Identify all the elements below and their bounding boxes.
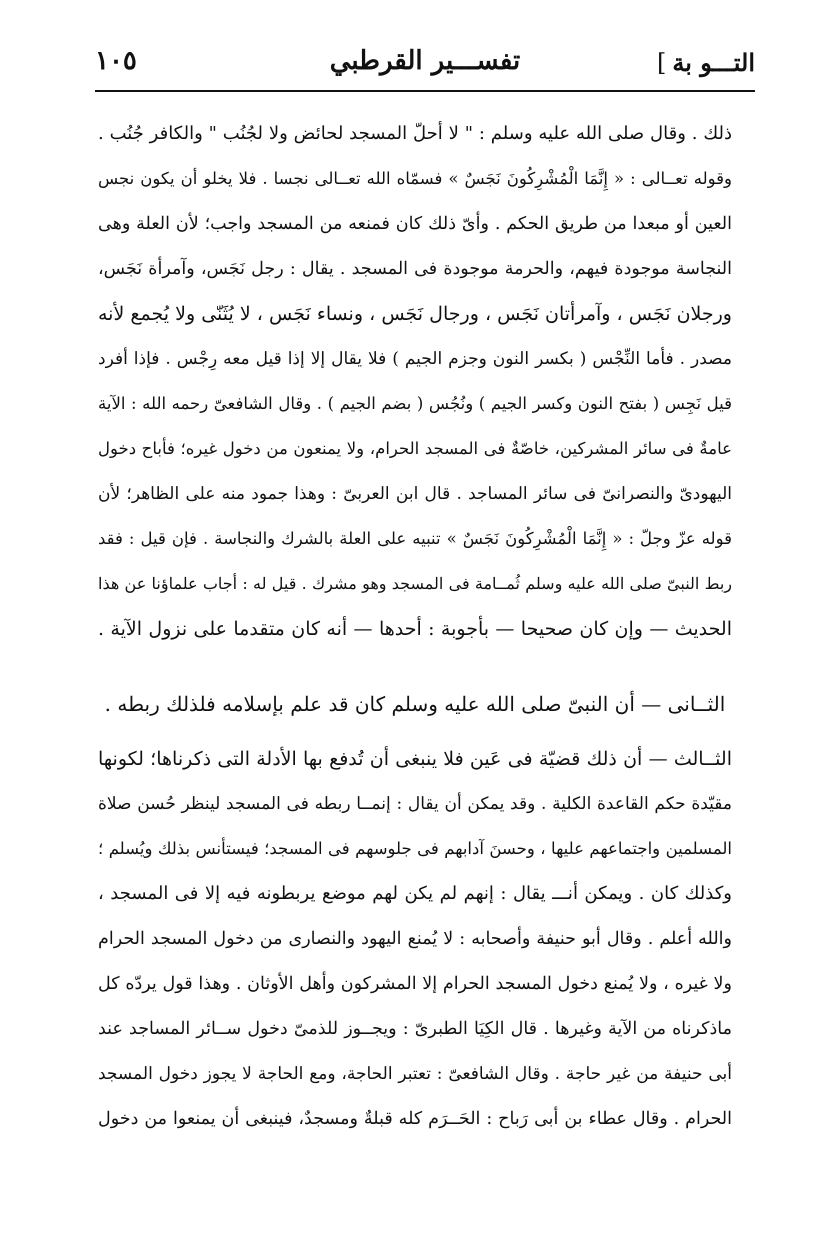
book-title: تفســـير القرطبي — [329, 46, 521, 76]
text-line: مقيّدة حكم القاعدة الكلية . وقد يمكن أن يقال : إنمــا ربطه فى المسجد لينظر حُسن صلاة — [98, 794, 732, 814]
text-line: الثــالث — أن ذلك قضيّة فى عَين فلا ينبغى أن تُدفع بها الأدلة التى ذكرناها؛ لكونها — [98, 748, 732, 770]
text-line: ورجلان نَجَس ، وآمرأتان نَجَس ، ورجال نَجَس ، ونساء نَجَس ، لا يُثَنّى ولا يُجمع لأنه — [98, 303, 732, 325]
running-header — [95, 42, 755, 92]
text-line: الحرام . وقال عطاء بن أبى رَباح : الحَــرَم كله قبلةٌ ومسجدٌ، فينبغى أن يمنعوا من دخول — [98, 1109, 732, 1129]
text-line: ربط النبىّ صلى الله عليه وسلم ثُمــامة فى المسجد وهو مشرك . قيل له : أجاب علماؤنا عن هذا — [98, 574, 732, 593]
text-line: عامةٌ فى سائر المشركين، خاصّةٌ فى المسجد الحرام، ولا يمنعون من دخول غيره؛ فأباح دخول — [98, 439, 732, 458]
text-line: النجاسة موجودة فيهم، والحرمة موجودة فى المسجد . يقال : رجل نَجَس، وآمرأة نَجَس، — [98, 259, 732, 279]
text-line: ولا غيره ، ولا يُمنع دخول المسجد الحرام إلا المشركون وأهل الأوثان . وهذا قول يردّه كل — [98, 974, 732, 994]
text-line: العين أو مبعدا من طريق الحكم . وأىّ ذلك كان فمنعه من المسجد واجب؛ لأن العلة وهى — [98, 214, 732, 234]
text-line: قوله عزّ وجلّ : « إِنَّمَا الْمُشْرِكُونَ نَجَسٌ » تنبيه على العلة بالشرك والنجاسة . فإن قيل : فقد — [98, 529, 732, 548]
header-rule — [95, 90, 755, 92]
text-line: المسلمين واجتماعهم عليها ، وحسنَ آدابهم فى جلوسهم فى المسجد؛ فيستأنس بذلك ويُسلم ؛ — [98, 839, 732, 858]
text-line: أبى حنيفة من غير حاجة . وقال الشافعىّ : تعتبر الحاجة، ومع الحاجة لا يجوز دخول المسجد — [98, 1064, 732, 1084]
text-line: الحديث — وإن كان صحيحا — بأجوبة : أحدها — أنه كان متقدما على نزول الآية . — [98, 618, 732, 640]
text-line: اليهودىّ والنصرانىّ فى سائر المساجد . قال ابن العربىّ : وهذا جمود منه على الظاهر؛ لأن — [98, 484, 732, 504]
answer-two-line: الثــانى — أن النبىّ صلى الله عليه وسلم كان قد علم بإسلامه فلذلك ربطه . — [104, 692, 726, 716]
page-number: ١٠٥ — [95, 46, 137, 76]
header-bracket: ] — [657, 49, 667, 77]
text-line: ماذكرناه من الآية وغيرها . قال الكِيَا الطبرىّ : ويجــوز للذمىّ دخول ســائر المساجد عند — [98, 1019, 732, 1039]
text-line: قيل نَجِس ( بفتح النون وكسر الجيم ) ونُجُس ( بضم الجيم ) . وقال الشافعىّ رحمه الله : الآية — [98, 394, 732, 413]
text-line: وقوله تعــالى : « إِنَّمَا الْمُشْرِكُونَ نَجَسٌ » فسمّاه الله تعــالى نجسا . فلا يخلو أن يكون نجس — [98, 169, 732, 188]
text-line: مصدر . فأما النِّجْس ( بكسر النون وجزم الجيم ) فلا يقال إلا إذا قيل معه رِجْس . فإذا أفرد — [98, 349, 732, 369]
text-line: وكذلك كان . ويمكن أنـــ يقال : إنهم لم يكن لهم موضع يربطونه فيه إلا فى المسجد ، — [98, 883, 732, 904]
text-line: والله أعلم . وقال أبو حنيفة وأصحابه : لا يُمنع اليهود والنصارى من دخول المسجد الحرام — [98, 929, 732, 949]
surah-title: التـــو بة — [672, 48, 755, 77]
text-line: ذلك . وقال صلى الله عليه وسلم : " لا أحلّ المسجد لحائض ولا لجُنُب " والكافر جُنُب . — [98, 123, 732, 144]
